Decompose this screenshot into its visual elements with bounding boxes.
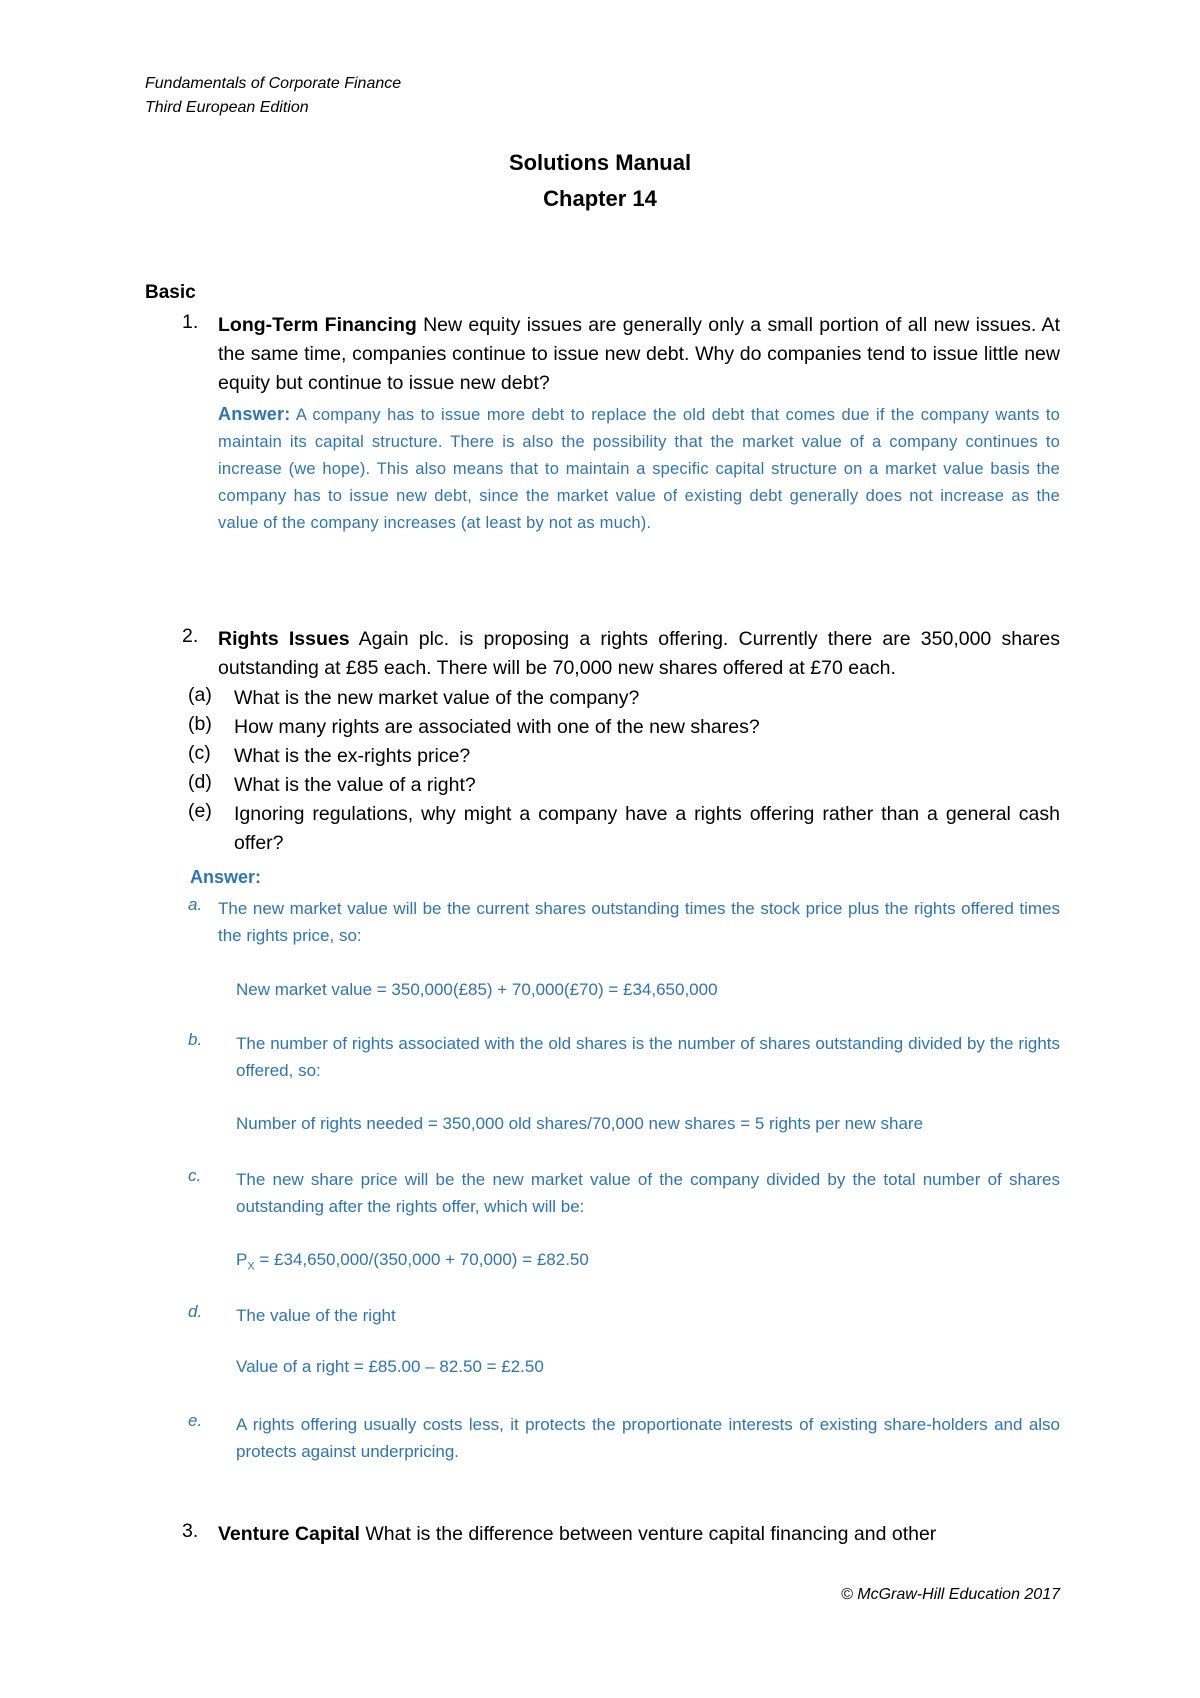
question-3-text (218, 1520, 1060, 1549)
question-2-text (218, 625, 1060, 683)
chapter-title: Chapter 14 (543, 186, 657, 211)
answer-b-text: The number of rights associated with the old shares is the number of shares outstanding divided by the rights offered, so: (236, 1034, 1060, 1080)
answer-c-text: The new share price will be the new market value of the company divided by the total number of shares outstanding after the rights offer, which will be: (236, 1170, 1060, 1216)
question-3-number: 3. (182, 1520, 199, 1542)
question-1-answer (218, 401, 1060, 537)
answer-d-label: d. (188, 1302, 203, 1321)
book-header (145, 72, 401, 120)
answer-e-label: e. (188, 1411, 203, 1430)
page-title: Solutions Manual (508, 150, 692, 175)
question-2-number: 2. (182, 625, 199, 647)
part-text: What is the new market value of the company? (234, 687, 640, 709)
section-heading: Basic (145, 282, 196, 303)
price-symbol: P (236, 1250, 248, 1269)
part-label: (b) (188, 713, 212, 735)
answer-b-label: b. (188, 1030, 203, 1049)
question-3-body: What is the difference between venture capital financing and other (359, 1523, 937, 1545)
question-2-heading: Rights Issues (218, 628, 350, 650)
answer-e-text: A rights offering usually costs less, it protects the proportionate interests of existing share-holders and also protects against underpricing. (236, 1415, 1060, 1461)
part-text: Ignoring regulations, why might a company have a rights offering rather than a general cash offer? (234, 803, 1060, 854)
answer-c-equation (236, 1250, 589, 1272)
question-1-body: New equity issues are generally only a small portion of all new issues. At the same time, companies continue to issue new debt. Why do companies tend to issue little new equity but continue to issue new debt? (218, 314, 1060, 394)
answer-d-text: The value of the right (236, 1306, 396, 1325)
part-label: (c) (188, 742, 211, 764)
part-text: What is the value of a right? (234, 774, 476, 796)
part-label: (a) (188, 684, 212, 706)
question-1-heading: Long-Term Financing (218, 314, 417, 336)
question-2-answer-label: Answer: (190, 867, 262, 887)
question-1-text (218, 311, 1060, 398)
part-label: (e) (188, 800, 212, 822)
part-text: How many rights are associated with one of the new shares? (234, 716, 760, 738)
question-2-body: Again plc. is proposing a rights offering. Currently there are 350,000 shares outstanding at £85 each. There will be 70,000 new shares offered at £70 each. (218, 628, 1060, 679)
question-1-number: 1. (182, 311, 199, 333)
book-edition: Third European Edition (145, 99, 309, 116)
answer-label: Answer: (218, 404, 291, 424)
price-subscript: X (247, 1260, 255, 1273)
question-3-heading: Venture Capital (218, 1523, 360, 1545)
price-formula: = £34,650,000/(350,000 + 70,000) = £82.50 (254, 1250, 589, 1269)
answer-a-text: The new market value will be the current shares outstanding times the stock price plus the rights offered times the rights price, so: (218, 899, 1060, 945)
answer-text: A company has to issue more debt to replace the old debt that comes due if the company wants to maintain its capital structure. There is also the possibility that the market value of a company continues to increase (we hope). This also means that to maintain a specific capital structure on a market value basis the company has to issue new debt, since the market value of existing debt generally does not increase as the value of the company increases (at least by not as much). (218, 406, 1060, 532)
part-label: (d) (188, 771, 212, 793)
answer-b-equation: Number of rights needed = 350,000 old shares/70,000 new shares = 5 rights per new share (236, 1114, 924, 1133)
part-text: What is the ex-rights price? (234, 745, 471, 767)
book-title: Fundamentals of Corporate Finance (145, 75, 402, 92)
answer-a-equation: New market value = 350,000(£85) + 70,000(£70) = £34,650,000 (236, 980, 718, 999)
copyright-footer: © McGraw-Hill Education 2017 (841, 1586, 1060, 1603)
answer-c-label: c. (188, 1166, 202, 1185)
answer-a-label: a. (188, 895, 203, 914)
answer-d-equation: Value of a right = £85.00 – 82.50 = £2.50 (236, 1357, 544, 1376)
